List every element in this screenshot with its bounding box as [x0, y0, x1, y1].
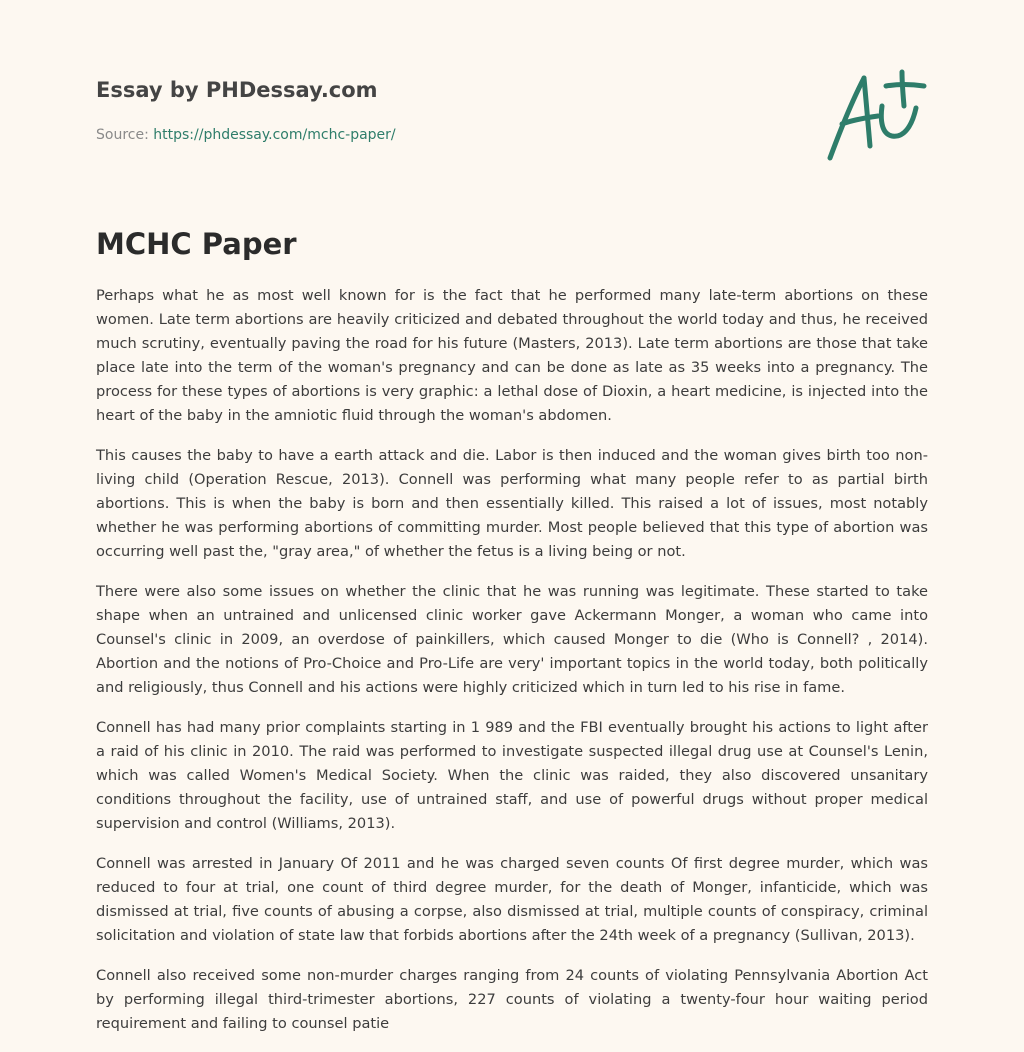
- essay-paragraph: This causes the baby to have a earth attack and die. Labor is then induced and the woman gives birth too non-living child (Operation Rescue, 2013). Connell was performing what many people refer to as partial birth abortions. This is when the baby is born and then essentially killed. This raised a lot of issues, most notably whether he was performing abortions of committing murder. Most people believed that this type of abortion was occurring well past the, "gray area," of whether the fetus is a living being or not.: [96, 447, 928, 560]
- source-link[interactable]: https://phdessay.com/mchc-paper/: [153, 127, 396, 143]
- essay-paragraph: Connell also received some non-murder charges ranging from 24 counts of violating Pennsylvania Abortion Act by performing illegal third-trimester abortions, 227 counts of violating a twenty-four hour waiting period requirement and failing to counsel patie: [96, 967, 928, 1032]
- essay-paragraph: Perhaps what he as most well known for is the fact that he performed many late-term abortions on these women. Late term abortions are heavily criticized and debated throughout the world today and thus, he received much scrutiny, eventually paving the road for his future (Masters, 2013). Late term abortions are those that take place late into the term of the woman's pregnancy and can be done as late as 35 weeks into a pregnancy. The process for these types of abortions is very graphic: a lethal dose of Dioxin, a heart medicine, is injected into the heart of the baby in the amniotic fluid through the woman's abdomen.: [96, 287, 928, 424]
- page-header: [96, 76, 696, 145]
- a-plus-grade-icon: [820, 66, 930, 166]
- source-label: Source:: [96, 127, 154, 143]
- source-line: [96, 125, 696, 145]
- essay-body: [96, 284, 928, 1052]
- site-title: Essay by PHDessay.com: [96, 78, 378, 102]
- essay-paragraph: Connell was arrested in January Of 2011 and he was charged seven counts Of first degree murder, which was reduced to four at trial, one count of third degree murder, for the death of Monger, infanticide, which was dismissed at trial, five counts of abusing a corpse, also dismissed at trial, multiple counts of conspiracy, criminal solicitation and violation of state law that forbids abortions after the 24th week of a pregnancy (Sullivan, 2013).: [96, 855, 928, 944]
- essay-title: MCHC Paper: [96, 227, 297, 261]
- essay-paragraph: Connell has had many prior complaints starting in 1 989 and the FBI eventually brought his actions to light after a raid of his clinic in 2010. The raid was performed to investigate suspected illegal drug use at Counsel's Lenin, which was called Women's Medical Society. When the clinic was raided, they also discovered unsanitary conditions throughout the facility, use of untrained staff, and use of powerful drugs without proper medical supervision and control (Williams, 2013).: [96, 719, 928, 832]
- essay-paragraph: There were also some issues on whether the clinic that he was running was legitimate. These started to take shape when an untrained and unlicensed clinic worker gave Ackermann Monger, a woman who came into Counsel's clinic in 2009, an overdose of painkillers, which caused Monger to die (Who is Connell? , 2014). Abortion and the notions of Pro-Choice and Pro-Life are very' important topics in the world today, both politically and religiously, thus Connell and his actions were highly criticized which in turn led to his rise in fame.: [96, 583, 928, 696]
